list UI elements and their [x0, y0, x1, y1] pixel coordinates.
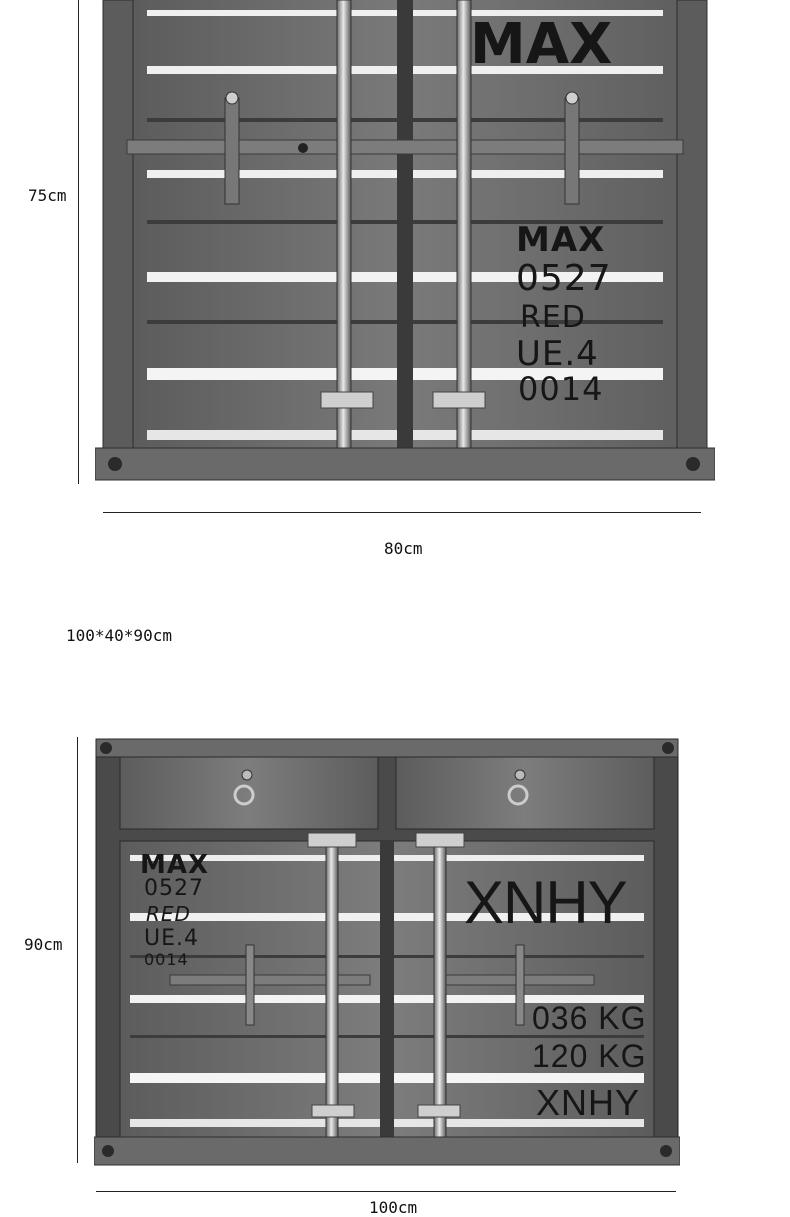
bottom-right-marking-2: 120 KG — [532, 1038, 647, 1074]
bottom-left-marking-5: 0014 — [144, 950, 189, 969]
bottom-left-marking-1: MAX — [140, 850, 210, 880]
bottom-width-label: 100cm — [369, 1198, 418, 1217]
top-marking-header: MAX — [470, 12, 613, 77]
top-marking-3: RED — [520, 300, 586, 335]
bottom-right-marking-1: 036 KG — [532, 1000, 647, 1036]
top-marking-5: 0014 — [518, 370, 604, 408]
size-caption: 100*40*90cm — [66, 626, 172, 645]
bottom-left-marking-4: UE.4 — [144, 926, 199, 951]
bottom-left-marking-3: RED — [146, 902, 191, 926]
top-width-label: 80cm — [384, 539, 423, 558]
top-marking-4: UE.4 — [516, 334, 599, 374]
top-cabinet — [95, 0, 715, 495]
bottom-height-label: 90cm — [24, 935, 63, 954]
top-height-label: 75cm — [28, 186, 67, 205]
top-height-line — [78, 0, 79, 484]
bottom-left-marking-2: 0527 — [144, 876, 204, 901]
bottom-width-line — [96, 1191, 676, 1192]
bottom-right-brand: XNHY — [464, 869, 627, 936]
bottom-right-marking-3: XNHY — [536, 1082, 641, 1123]
top-width-line — [103, 512, 701, 513]
bottom-height-line — [77, 737, 78, 1163]
top-marking-2: 0527 — [516, 258, 612, 299]
top-cabinet-illustration — [95, 0, 715, 495]
top-marking-1: MAX — [516, 220, 606, 260]
